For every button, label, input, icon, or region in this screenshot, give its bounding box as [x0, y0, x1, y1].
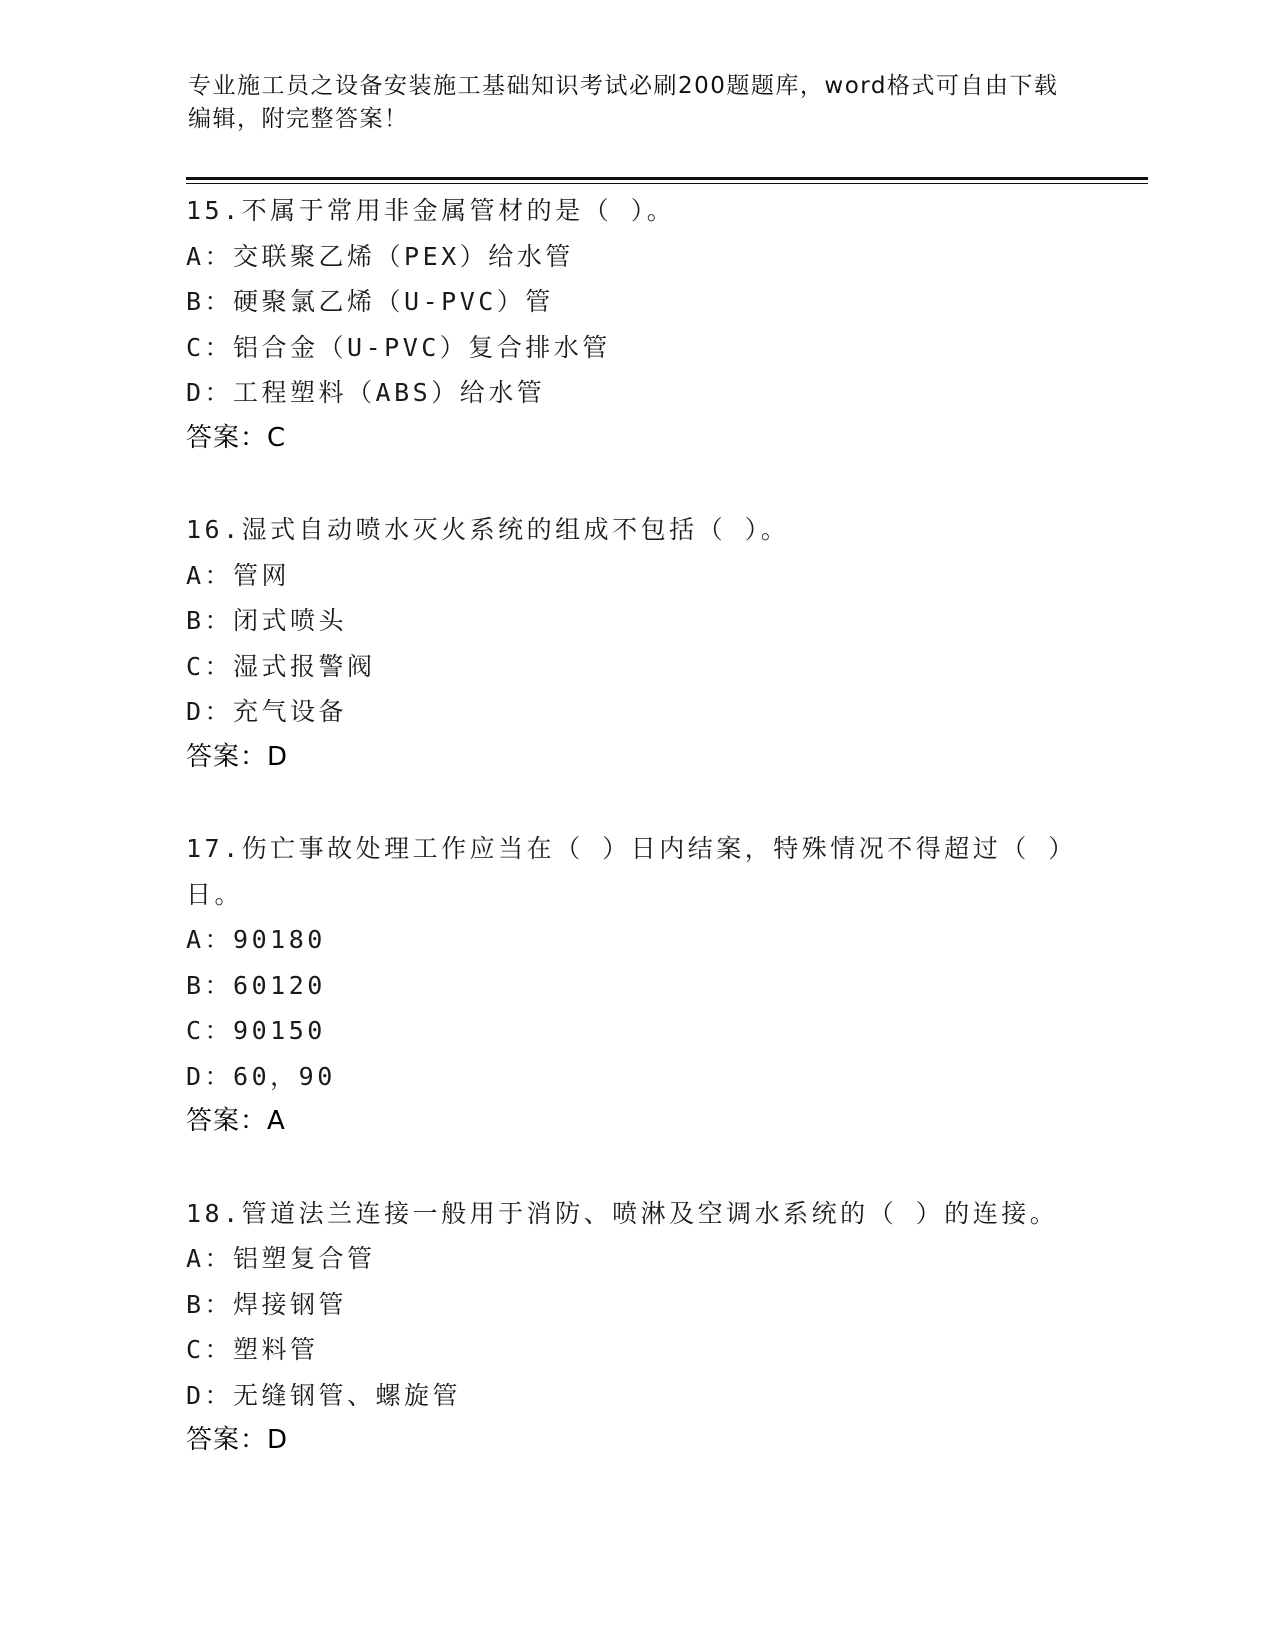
- option-c: C：湿式报警阀: [186, 651, 376, 681]
- answer-label: 答案：C: [186, 422, 287, 453]
- question-stem: 18.管道法兰连接一般用于消防、喷淋及空调水系统的（ ）的连接。: [186, 1198, 1059, 1228]
- option-d: D：工程塑料（ABS）给水管: [186, 378, 546, 407]
- option-a: A：管网: [186, 560, 291, 590]
- option-b: B：闭式喷头: [186, 606, 348, 635]
- answer-label: 答案：D: [186, 741, 289, 772]
- option-b: B：硬聚氯乙烯（U-PVC）管: [186, 287, 554, 316]
- option-d: D：60，90: [186, 1061, 336, 1091]
- option-d: D：无缝钢管、螺旋管: [186, 1380, 462, 1410]
- question-16: [186, 507, 1086, 780]
- option-a: A：铝塑复合管: [186, 1244, 376, 1273]
- option-a: A：交联聚乙烯（PEX）给水管: [186, 241, 574, 271]
- question-stem: 15.不属于常用非金属管材的是（ ）。: [186, 196, 676, 225]
- document-header: 专业施工员之设备安装施工基础知识考试必刷200题题库，word格式可自由下载编辑，附完整答案！: [188, 73, 1059, 132]
- option-c: C：塑料管: [186, 1335, 319, 1364]
- answer-label: 答案：D: [186, 1425, 289, 1455]
- question-stem: 16.湿式自动喷水灭火系统的组成不包括（ ）。: [186, 515, 790, 544]
- option-b: B：60120: [186, 970, 326, 1000]
- option-c: C：90150: [186, 1016, 326, 1045]
- option-b: B：焊接钢管: [186, 1289, 348, 1319]
- question-list: [186, 188, 1086, 1510]
- question-15: [186, 188, 1086, 461]
- answer-label: 答案：A: [186, 1106, 286, 1136]
- header-divider-thin: [186, 183, 1148, 184]
- option-a: A：90180: [186, 925, 326, 954]
- question-17: [186, 826, 1086, 1145]
- question-18: [186, 1191, 1086, 1464]
- question-stem: 17.伤亡事故处理工作应当在（ ）日内结案，特殊情况不得超过（ ）日。: [186, 834, 1065, 909]
- header-divider-thick: [186, 177, 1148, 180]
- option-c: C：铝合金（U-PVC）复合排水管: [186, 332, 611, 362]
- option-d: D：充气设备: [186, 697, 348, 726]
